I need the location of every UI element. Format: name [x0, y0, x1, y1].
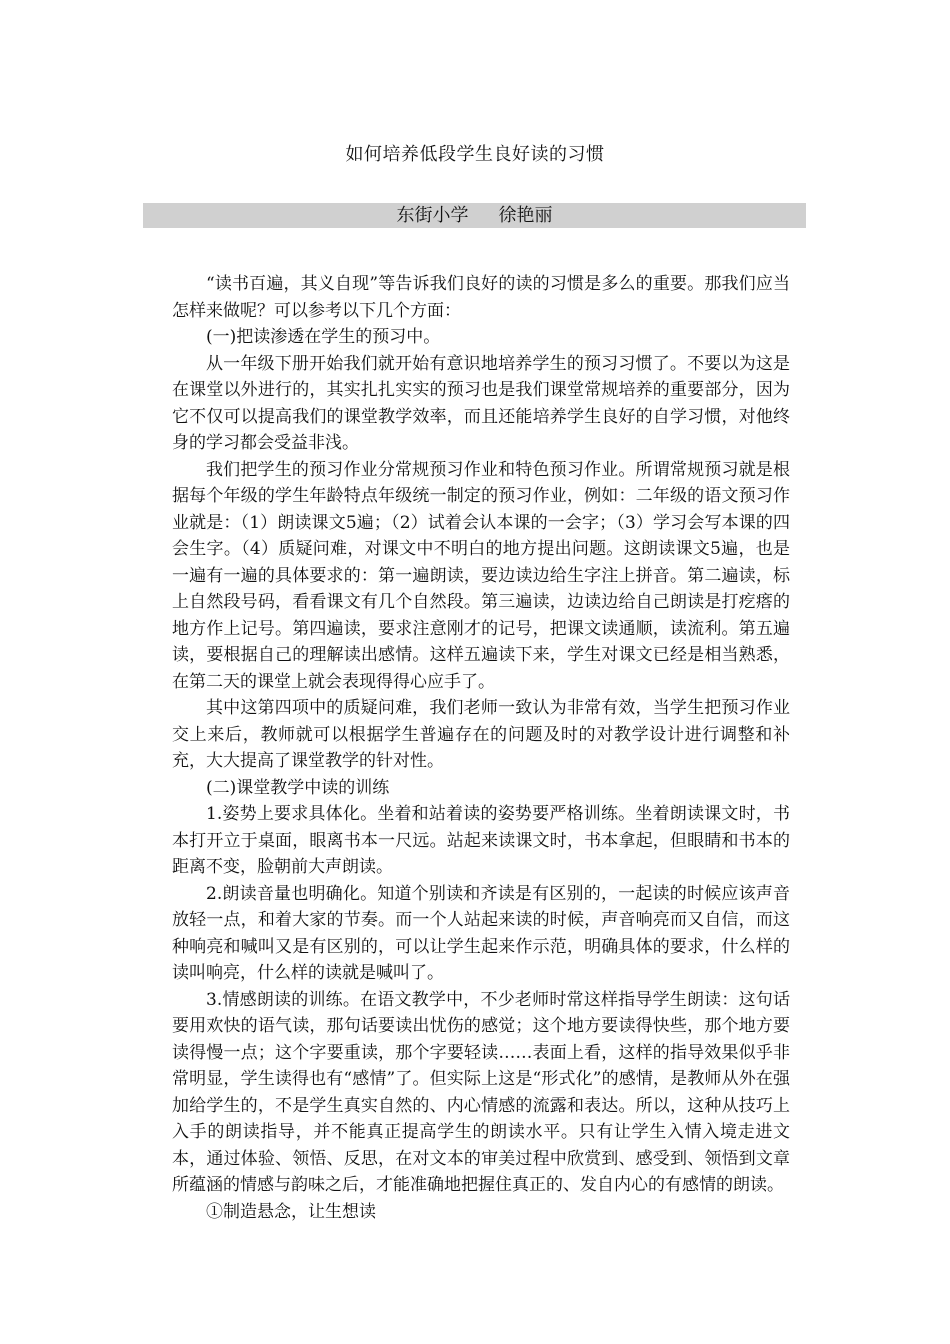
paragraph: 2.朗读音量也明确化。知道个别读和齐读是有区别的，一起读的时候应该声音放轻一点，和着大家的节奏。而一个人站起来读的时候，声音响亮而又自信，而这种响亮和喊叫又是有区别的，可以让学生起来作示范，明确具体的要求，什么样的读叫响亮，什么样的读就是喊叫了。 [172, 883, 790, 983]
paragraph: 从一年级下册开始我们就开始有意识地培养学生的预习习惯了。不要以为这是在课堂以外进行的，其实扎扎实实的预习也是我们课堂常规培养的重要部分，因为它不仅可以提高我们的课堂教学效率，而且还能培养学生良好的自学习惯，对他终身的学习都会受益非浅。 [172, 353, 790, 453]
paragraph: 3.情感朗读的训练。在语文教学中，不少老师时常这样指导学生朗读：这句话要用欢快的语气读，那句话要读出忧伤的感觉；这个地方要读得快些，那个地方要读得慢一点；这个字要重读，那个字要轻读……表面上看，这样的指导效果似乎非常明显，学生读得也有“感情”了。但实际上这是“形式化”的感情，是教师从外在强加给学生的，不是学生真实自然的、内心情感的流露和表达。所以，这种从技巧上入手的朗读指导，并不能真正提高学生的朗读水平。只有让学生入情入境走进文本，通过体验、领悟、反思，在对文本的审美过程中欣赏到、感受到、领悟到文章所蕴涵的情感与韵味之后，才能准确地把握住真正的、发自内心的有感情的朗读。 [172, 989, 790, 1195]
paragraph: “读书百遍，其义自现”等告诉我们良好的读的习惯是多么的重要。那我们应当怎样来做呢？可以参考以下几个方面： [172, 274, 790, 321]
paragraph: 我们把学生的预习作业分常规预习作业和特色预习作业。所谓常规预习就是根据每个年级的学生年龄特点年级统一制定的预习作业，例如：二年级的语文预习作业就是：（1）朗读课文5遍；（2）试着会认本课的一会字；（3）学习会写本课的四会生字。（4）质疑问难，对课文中不明白的地方提出问题。这朗读课文5遍，也是一遍有一遍的具体要求的：第一遍朗读，要边读边给生字注上拼音。第二遍读，标上自然段号码，看看课文有几个自然段。第三遍读，边读边给自己朗读是打疙瘩的地方作上记号。第四遍读，要求注意刚才的记号，把课文读通顺，读流利。第五遍读，要根据自己的理解读出感情。这样五遍读下来，学生对课文已经是相当熟悉，在第二天的课堂上就会表现得得心应手了。 [172, 459, 790, 692]
author-name: 徐艳丽 [498, 205, 553, 226]
section-heading: (二)课堂教学中读的训练 [206, 777, 390, 798]
school-name: 东街小学 [396, 205, 469, 226]
paragraph: 其中这第四项中的质疑问难，我们老师一致认为非常有效，当学生把预习作业交上来后，教师就可以根据学生普遍存在的问题及时的对教学设计进行调整和补充，大大提高了课堂教学的针对性。 [172, 698, 790, 771]
sub-heading: ①制造悬念，让生想读 [206, 1201, 376, 1222]
document-body [172, 271, 790, 1225]
paragraph: 1.姿势上要求具体化。坐着和站着读的姿势要严格训练。坐着朗读课文时，书本打开立于桌面，眼离书本一尺远。站起来读课文时，书本拿起，但眼睛和书本的距离不变，脸朝前大声朗读。 [172, 804, 790, 877]
author-bar [143, 203, 806, 228]
section-heading: (一)把读渗透在学生的预习中。 [206, 327, 441, 347]
document-title: 如何培养低段学生良好读的习惯 [345, 144, 605, 165]
